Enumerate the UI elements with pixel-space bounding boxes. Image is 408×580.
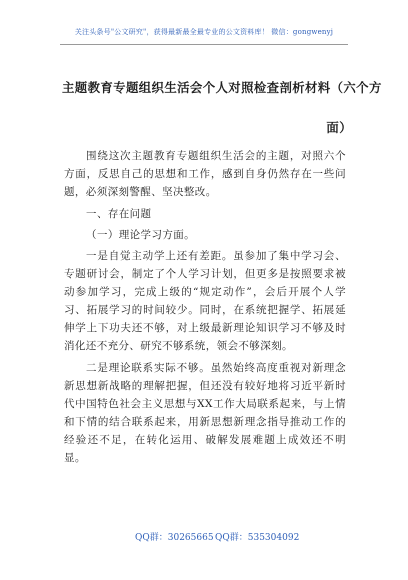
footer-qq-group-1: QQ群：30265665 bbox=[135, 533, 214, 543]
header-watermark-note: 关注头条号"公文研究"，获得最新最全最专业的公文资料库！ 微信：gongwenyj bbox=[74, 28, 334, 36]
title-line-2: 面） bbox=[326, 120, 352, 135]
body-paragraph: 二是理论联系实际不够。虽然始终高度重视对新理念新思想新战略的理解把握，但还没有较好地将习近平新时代中国特色社会主义思想与XX工作大局联系起来，与上情和下情的结合联系起来，用新思想新理念指导推动工作的经验还不足，在转化运用、破解发展难题上成效还不明显。 bbox=[64, 362, 346, 464]
intro-paragraph: 围绕这次主题教育专题组织生活会的主题，对照六个方面，反思自己的思想和工作，感到自身仍然存在一些问题，必须深刻警醒、坚决整改。 bbox=[64, 150, 346, 198]
body-paragraph: 一是自觉主动学上还有差距。虽参加了集中学习会、专题研讨会，制定了个人学习计划，但更多是按照要求被动参加学习，完成上级的“规定动作”，会后开展个人学习、拓展学习的时间较少。同时，在系统把握学、拓展延伸学上下功夫还不够，对上级最新理论知识学习不够及时消化还不充分、研究不够系统，领会不够深刻。 bbox=[64, 250, 346, 352]
header-divider bbox=[60, 44, 348, 45]
document-title bbox=[62, 68, 382, 148]
document-body bbox=[64, 147, 346, 471]
section-heading: 一、存在问题 bbox=[86, 208, 152, 220]
footer-qq-group-2: QQ群：535304092 bbox=[215, 533, 300, 543]
title-line-1: 主题教育专题组织生活会个人对照检查剖析材料（六个方 bbox=[62, 80, 382, 95]
subsection-heading: （一）理论学习方面。 bbox=[86, 229, 196, 241]
